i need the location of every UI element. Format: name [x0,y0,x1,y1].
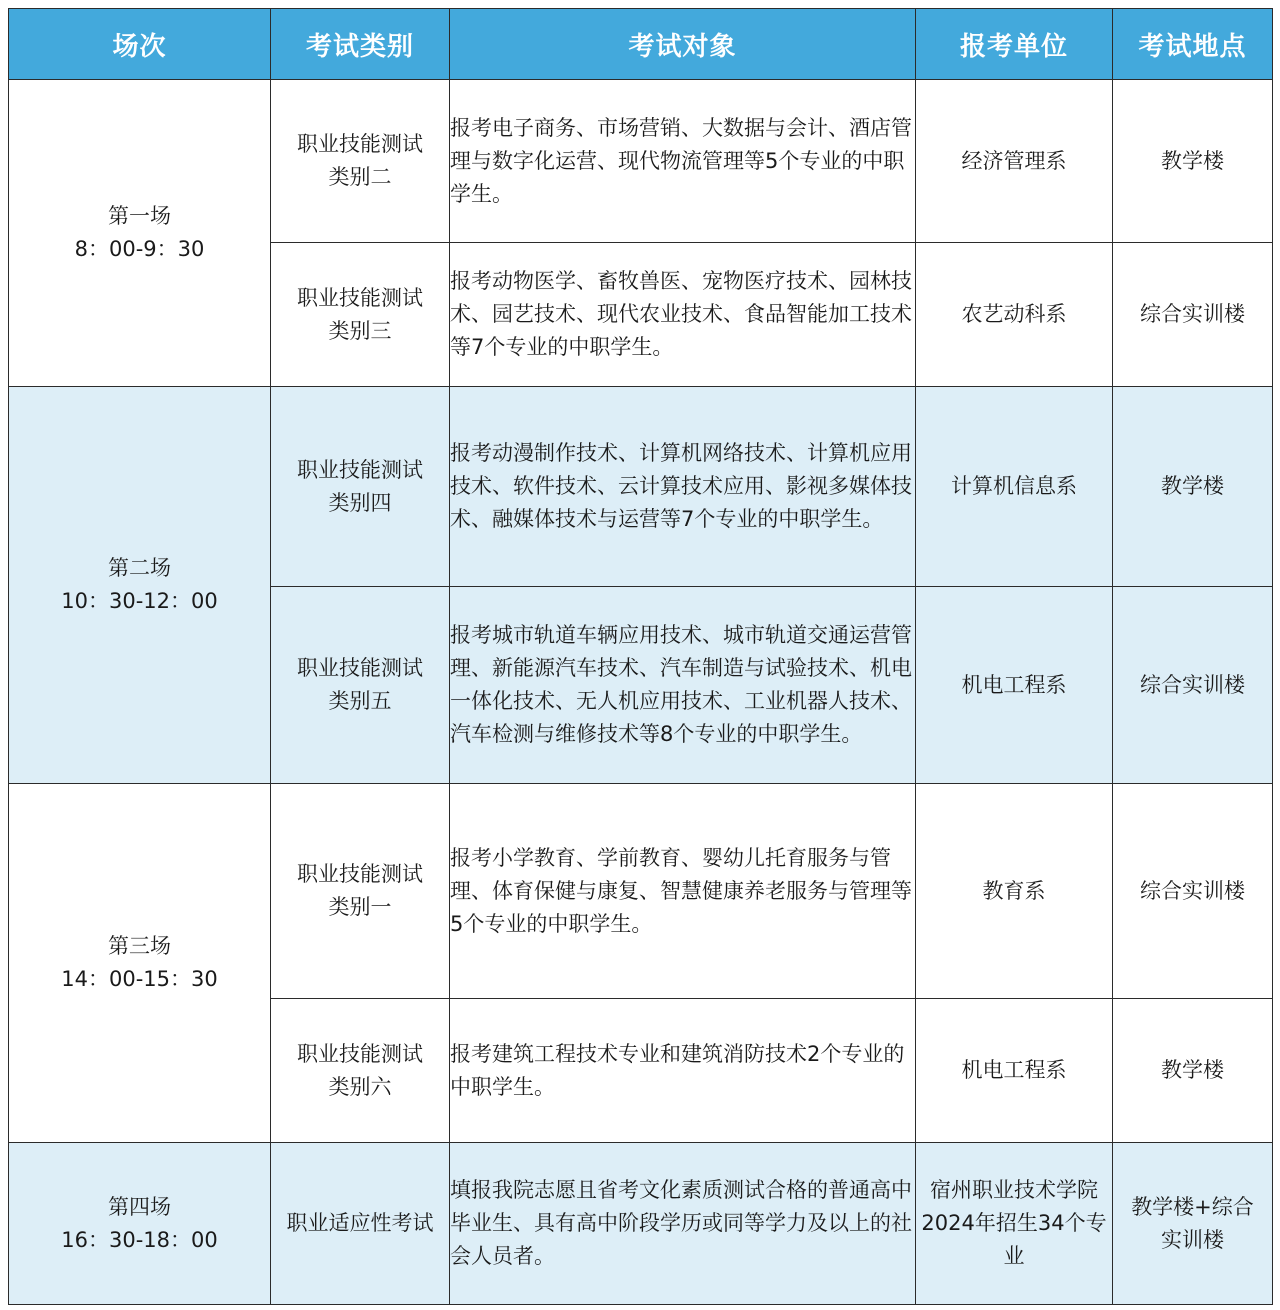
category-line: 类别四 [328,490,392,515]
category-line: 职业技能测试 [297,285,423,310]
location-cell: 教学楼+综合实训楼 [1113,1143,1273,1305]
category-cell [271,80,450,243]
location-cell: 教学楼 [1113,80,1273,243]
target-cell: 报考动物医学、畜牧兽医、宠物医疗技术、园林技术、园艺技术、现代农业技术、食品智能加工技术等7个专业的中职学生。 [450,243,916,387]
location-cell: 教学楼 [1113,999,1273,1143]
session-time: 16：30-18：00 [61,1227,218,1252]
category-line: 类别二 [328,165,392,189]
category-cell [271,1143,450,1305]
session-time: 10：30-12：00 [61,589,218,613]
header-target: 考试对象 [450,9,916,80]
session-cell [9,784,271,1143]
category-line: 职业适应性考试 [286,1211,434,1235]
category-cell [271,587,450,784]
target-cell: 报考小学教育、学前教育、婴幼儿托育服务与管理、体育保健与康复、智慧健康养老服务与管理等5个专业的中职学生。 [450,784,916,999]
session-name: 第二场 [108,556,171,580]
unit-cell: 计算机信息系 [916,387,1113,587]
location-cell: 综合实训楼 [1113,243,1273,387]
category-cell [271,387,450,587]
category-line: 职业技能测试 [297,457,423,482]
exam-schedule-table [8,8,1273,1305]
header-unit: 报考单位 [916,9,1113,80]
session-name: 第四场 [108,1194,171,1219]
table-row [9,1143,1273,1305]
session-cell [9,1143,271,1305]
location-cell: 综合实训楼 [1113,784,1273,999]
target-cell: 报考电子商务、市场营销、大数据与会计、酒店管理与数字化运营、现代物流管理等5个专业的中职学生。 [450,80,916,243]
session-name: 第三场 [108,934,171,958]
target-cell: 填报我院志愿且省考文化素质测试合格的普通高中毕业生、具有高中阶段学历或同等学力及以上的社会人员者。 [450,1143,916,1305]
category-line: 职业技能测试 [297,1041,423,1066]
target-cell: 报考城市轨道车辆应用技术、城市轨道交通运营管理、新能源汽车技术、汽车制造与试验技术、机电一体化技术、无人机应用技术、工业机器人技术、汽车检测与维修技术等8个专业的中职学生。 [450,587,916,784]
location-cell: 综合实训楼 [1113,587,1273,784]
session-time: 14：00-15：30 [61,967,218,991]
unit-cell: 宿州职业技术学院2024年招生34个专业 [916,1143,1113,1305]
session-cell [9,387,271,784]
table-row [9,80,1273,243]
table-row [9,784,1273,999]
unit-cell: 农艺动科系 [916,243,1113,387]
category-cell [271,243,450,387]
category-cell [271,999,450,1143]
header-category: 考试类别 [271,9,450,80]
session-cell [9,80,271,387]
category-line: 类别六 [328,1074,392,1099]
session-time: 8：00-9：30 [74,237,205,261]
session-name: 第一场 [108,204,171,228]
table-row [9,387,1273,587]
header-row [9,9,1273,80]
header-session: 场次 [9,9,271,80]
header-location: 考试地点 [1113,9,1273,80]
category-line: 类别一 [328,895,392,919]
category-cell [271,784,450,999]
unit-cell: 机电工程系 [916,587,1113,784]
category-line: 职业技能测试 [297,656,423,680]
unit-cell: 教育系 [916,784,1113,999]
category-line: 职业技能测试 [297,132,423,156]
target-cell: 报考建筑工程技术专业和建筑消防技术2个专业的中职学生。 [450,999,916,1143]
category-line: 类别五 [328,689,392,713]
unit-cell: 机电工程系 [916,999,1113,1143]
category-line: 职业技能测试 [297,862,423,886]
location-cell: 教学楼 [1113,387,1273,587]
target-cell: 报考动漫制作技术、计算机网络技术、计算机应用技术、软件技术、云计算技术应用、影视多媒体技术、融媒体技术与运营等7个专业的中职学生。 [450,387,916,587]
unit-cell: 经济管理系 [916,80,1113,243]
category-line: 类别三 [328,318,392,343]
